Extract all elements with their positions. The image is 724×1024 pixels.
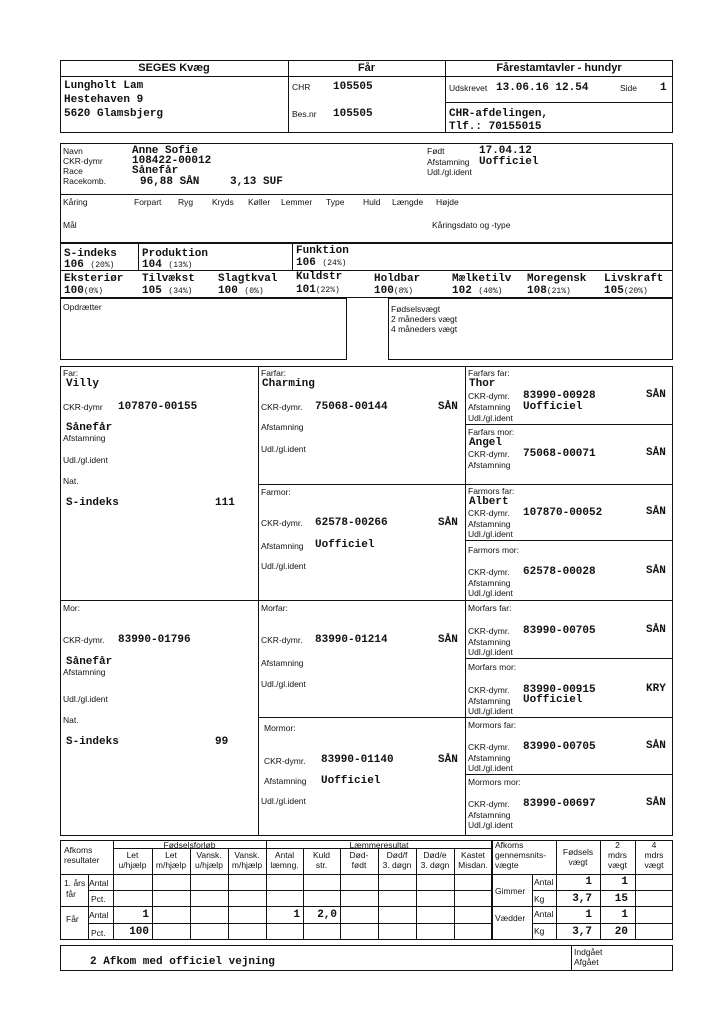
far-nat-label: Nat. <box>63 476 79 486</box>
sindeks-label: S-indeks <box>64 248 117 260</box>
col-let-m: Let m/hjælp <box>155 850 187 870</box>
mor-id-label: CKR-dymr. <box>63 635 105 645</box>
karing-col-forpart: Forpart <box>134 197 162 207</box>
karing-col-type: Type <box>326 197 345 207</box>
farfarsmor-label: Farfars mor: <box>468 427 515 437</box>
racekomb-1: 96,88 SÅN <box>140 176 200 188</box>
index-value-slagtkval: 100 (0%) <box>218 285 264 297</box>
farfarsfar-afst: Uofficiel <box>523 401 583 413</box>
farfarsfar-id: 83990-00928 <box>523 390 596 402</box>
farfar-afst-label: Afstamning <box>261 422 304 432</box>
indgaet-label: Indgået <box>574 947 603 957</box>
mormorsfar-id: 83990-00705 <box>523 741 596 753</box>
mormorsmor-race: SÅN <box>646 797 666 809</box>
udl-label: Udl./gl.ident <box>427 167 472 177</box>
index-value-holdbar: 100(8%) <box>374 285 414 297</box>
mormor-race: SÅN <box>438 754 458 766</box>
farmor-id-label: CKR-dymr. <box>261 518 303 528</box>
mormorsmor-label: Mormors mor: <box>468 777 521 787</box>
karing-date-label: Kåringsdato og -type <box>432 220 511 230</box>
mormorsfar-race: SÅN <box>646 740 666 752</box>
mormorsmor-udl-label: Udl./gl.ident <box>468 820 513 830</box>
weight-4m-label: 4 måneders vægt <box>391 324 458 334</box>
page-label: Side <box>620 83 638 93</box>
farmorsmor-race: SÅN <box>646 565 666 577</box>
mormorsmor-id-label: CKR-dymr. <box>468 799 510 809</box>
index-label-holdbar: Holdbar <box>374 273 421 285</box>
printed-label: Udskrevet <box>449 83 488 93</box>
morfar-udl-label: Udl./gl.ident <box>261 679 306 689</box>
vaedder-antal-2m: 1 <box>621 909 628 921</box>
index-label-livskraft: Livskraft <box>604 273 664 285</box>
karing-col-ryg: Ryg <box>178 197 194 207</box>
morfar-id: 83990-01214 <box>315 634 388 646</box>
karing-col-lemmer: Lemmer <box>281 197 313 207</box>
farfar-label: Farfar: <box>261 368 287 378</box>
mormor-afst: Uofficiel <box>321 775 381 787</box>
mormorsmor-id: 83990-00697 <box>523 798 596 810</box>
afgaet-label: Afgået <box>574 957 599 967</box>
mor-label: Mor: <box>63 603 80 613</box>
index-label-eksterior: Eksteriør <box>64 273 124 285</box>
mor-udl-label: Udl./gl.ident <box>63 694 108 704</box>
farmor-afst: Uofficiel <box>315 539 375 551</box>
karing-col-kryds: Kryds <box>212 197 234 207</box>
mormorsfar-label: Mormors far: <box>468 720 517 730</box>
row-aars-antal: Antal <box>89 878 109 888</box>
col-4m-weight: 4 mdrs vægt <box>644 840 664 870</box>
farfar-udl-label: Udl./gl.ident <box>261 444 306 454</box>
farmorsfar-afst-label: Afstamning <box>468 519 511 529</box>
mormor-id: 83990-01140 <box>321 754 394 766</box>
birth-weight-label: Fødselsvægt <box>391 304 441 314</box>
afstamning-value: Uofficiel <box>479 156 539 168</box>
afstamning-label: Afstamning <box>427 157 470 167</box>
mormorsfar-id-label: CKR-dymr. <box>468 742 510 752</box>
faar-laem-value: 1 <box>293 909 300 921</box>
far-id: 107870-00155 <box>118 401 198 413</box>
dept-line2: Tlf.: 70155015 <box>449 121 542 133</box>
mor-sindeks-label: S-indeks <box>66 736 119 748</box>
index-label-moregensk: Moregensk <box>527 273 587 285</box>
mor-nat-label: Nat. <box>63 715 79 725</box>
vaedder-antal-birth: 1 <box>585 909 592 921</box>
morfarsfar-race: SÅN <box>646 624 666 636</box>
col-let-u: Let u/hjælp <box>118 850 147 870</box>
farmorsmor-label: Farmors mor: <box>468 545 519 555</box>
vaedder-antal-label: Antal <box>534 909 554 919</box>
mormor-label: Mormor: <box>264 723 296 733</box>
farmorsfar-label: Farmors far: <box>468 486 515 496</box>
morfarsmor-afst: Uofficiel <box>523 694 583 706</box>
karing-col-koller: Køller <box>248 197 271 207</box>
mormor-id-label: CKR-dymr. <box>264 756 306 766</box>
morfarsmor-udl-label: Udl./gl.ident <box>468 706 513 716</box>
col-kastet: Kastet Misdan. <box>458 850 488 870</box>
farfar-name: Charming <box>262 378 315 390</box>
farmor-id: 62578-00266 <box>315 517 388 529</box>
morfarsmor-id: 83990-00915 <box>523 684 596 696</box>
vaedder-kg-2m: 20 <box>614 926 628 938</box>
animal-id: 108422-00012 <box>132 155 212 167</box>
farfarsfar-udl-label: Udl./gl.ident <box>468 413 513 423</box>
col-dode: Død/e 3. døgn <box>420 850 450 870</box>
produktion-label: Produktion <box>142 248 209 260</box>
vaedder-label: Vædder <box>495 913 526 923</box>
far-id-label: CKR-dymr <box>63 402 103 412</box>
morfar-label: Morfar: <box>261 603 288 613</box>
farfarsmor-id-label: CKR-dymr. <box>468 449 510 459</box>
breeder-box <box>60 298 347 360</box>
offspring-label-1: Afkoms <box>64 845 93 855</box>
index-value-tilvaekst: 105 (34%) <box>142 285 193 297</box>
karing-col-hojde: Højde <box>436 197 459 207</box>
mal-label: Mål <box>63 220 77 230</box>
mormorsfar-afst-label: Afstamning <box>468 753 511 763</box>
farfar-race: SÅN <box>438 401 458 413</box>
row-aars-1: 1. års <box>64 878 86 888</box>
racekomb-2: 3,13 SUF <box>230 176 283 188</box>
farmorsfar-name: Albert <box>469 496 509 508</box>
farmorsfar-id: 107870-00052 <box>523 507 603 519</box>
dept-line1: CHR-afdelingen, <box>449 108 549 120</box>
karing-col-laengde: Længde <box>392 197 424 207</box>
gimmer-kg-label: Kg <box>534 894 545 904</box>
farfarsfar-label: Farfars far: <box>468 368 510 378</box>
far-afst-label: Afstamning <box>63 433 106 443</box>
col-2m-weight: 2 mdrs vægt <box>608 840 627 870</box>
printed-datetime: 13.06.16 12.54 <box>496 82 589 94</box>
mormorsmor-afst-label: Afstamning <box>468 810 511 820</box>
farmorsmor-afst-label: Afstamning <box>468 578 511 588</box>
index-value-moregensk: 108(21%) <box>527 285 571 297</box>
produktion-value: 104 (13%) <box>142 259 193 271</box>
name-label: Navn <box>63 146 83 156</box>
farmorsmor-id: 62578-00028 <box>523 566 596 578</box>
morfarsmor-afst-label: Afstamning <box>468 696 511 706</box>
far-udl-label: Udl./gl.ident <box>63 455 108 465</box>
farfarsmor-race: SÅN <box>646 447 666 459</box>
farmor-race: SÅN <box>438 517 458 529</box>
col-birth-weight: Fødsels vægt <box>562 847 594 867</box>
besnr-label: Bes.nr <box>292 109 317 119</box>
racekomb-label: Racekomb. <box>63 176 106 186</box>
index-value-eksterior: 100(0%) <box>64 285 104 297</box>
col-vansk-m: Vansk. m/hjælp <box>231 850 263 870</box>
index-label-tilvaekst: Tilvækst <box>142 273 195 285</box>
mormor-udl-label: Udl./gl.ident <box>261 796 306 806</box>
growth-label-2: gennemsnits- <box>495 850 547 860</box>
birth-course-group: Fødselsforløb <box>163 840 216 850</box>
mormorsfar-udl-label: Udl./gl.ident <box>468 763 513 773</box>
col-kuld: Kuld str. <box>312 850 330 870</box>
col-vansk-u: Vansk. u/hjælp <box>195 850 223 870</box>
id-label: CKR-dymr <box>63 156 103 166</box>
index-label-maelketilv: Mælketilv <box>452 273 512 285</box>
weight-2m-label: 2 måneders vægt <box>391 314 458 324</box>
owner-postal: 5620 Glamsbjerg <box>64 108 164 120</box>
race-label: Race <box>63 166 83 176</box>
farmorsmor-udl-label: Udl./gl.ident <box>468 588 513 598</box>
chr-label: CHR <box>292 82 311 92</box>
morfarsfar-id-label: CKR-dymr. <box>468 626 510 636</box>
mormor-afst-label: Afstamning <box>264 776 307 786</box>
far-label: Far: <box>63 368 79 378</box>
offspring-label-2: resultater <box>64 855 100 865</box>
morfarsfar-label: Morfars far: <box>468 603 512 613</box>
born-label: Født <box>427 146 445 156</box>
row-aars-pct: Pct. <box>91 894 106 904</box>
funktion-value: 106 (24%) <box>296 257 347 269</box>
index-value-livskraft: 105(20%) <box>604 285 648 297</box>
gimmer-label: Gimmer <box>495 886 526 896</box>
lamb-result-group: Læmmeresultat <box>349 840 409 850</box>
farfarsfar-race: SÅN <box>646 389 666 401</box>
karing-col-huld: Huld <box>363 197 381 207</box>
growth-label-1: Afkoms <box>495 840 524 850</box>
far-race: Sånefår <box>66 422 113 434</box>
org-name: SEGES Kvæg <box>138 62 210 74</box>
row-aars-2: får <box>66 889 76 899</box>
faar-antal-value: 1 <box>142 909 149 921</box>
faar-pct-value: 100 <box>129 926 149 938</box>
morfar-race: SÅN <box>438 634 458 646</box>
gimmer-antal-label: Antal <box>534 877 554 887</box>
morfar-afst-label: Afstamning <box>261 658 304 668</box>
mor-race: Sånefår <box>66 656 113 668</box>
col-dodfodt: Død- født <box>349 850 369 870</box>
vaedder-kg-label: Kg <box>534 926 545 936</box>
row-faar: Får <box>66 914 79 924</box>
karing-label: Kåring <box>63 197 88 207</box>
farmorsfar-udl-label: Udl./gl.ident <box>468 529 513 539</box>
mor-id: 83990-01796 <box>118 634 191 646</box>
index-value-kuldstr: 101(22%) <box>296 284 340 296</box>
sindeks-value: 106 (20%) <box>64 259 115 271</box>
far-sindeks-value: 111 <box>215 497 235 509</box>
morfarsmor-race: KRY <box>646 683 666 695</box>
gimmer-antal-2m: 1 <box>621 876 628 888</box>
gimmer-kg-birth: 3,7 <box>572 893 592 905</box>
born-date: 17.04.12 <box>479 145 532 157</box>
animal-race: Sånefår <box>132 165 179 177</box>
morfarsfar-afst-label: Afstamning <box>468 637 511 647</box>
growth-label-3: vægte <box>495 860 519 870</box>
farfarsfar-afst-label: Afstamning <box>468 402 511 412</box>
index-value-maelketilv: 102 (40%) <box>452 285 503 297</box>
farfarsmor-id: 75068-00071 <box>523 448 596 460</box>
gimmer-kg-2m: 15 <box>614 893 628 905</box>
far-sindeks-label: S-indeks <box>66 497 119 509</box>
col-antal-laem: Antal læmng. <box>270 850 299 870</box>
farfarsmor-afst-label: Afstamning <box>468 460 511 470</box>
faar-kuld-value: 2,0 <box>317 909 337 921</box>
farmorsfar-race: SÅN <box>646 506 666 518</box>
farfarsfar-name: Thor <box>469 378 496 390</box>
mor-afst-label: Afstamning <box>63 667 106 677</box>
page-number: 1 <box>660 82 667 94</box>
morfarsfar-udl-label: Udl./gl.ident <box>468 647 513 657</box>
farmor-afst-label: Afstamning <box>261 541 304 551</box>
farmorsmor-id-label: CKR-dymr. <box>468 567 510 577</box>
besnr-number: 105505 <box>333 108 373 120</box>
chr-number: 105505 <box>333 81 373 93</box>
funktion-label: Funktion <box>296 245 349 257</box>
index-label-slagtkval: Slagtkval <box>218 273 278 285</box>
mor-sindeks-value: 99 <box>215 736 229 748</box>
index-label-kuldstr: Kuldstr <box>296 271 343 283</box>
farfar-id: 75068-00144 <box>315 401 388 413</box>
farfarsmor-name: Angel <box>469 437 503 449</box>
gimmer-antal-birth: 1 <box>585 876 592 888</box>
owner-name: Lungholt Lam <box>64 80 144 92</box>
farmor-label: Farmor: <box>261 487 291 497</box>
morfarsfar-id: 83990-00705 <box>523 625 596 637</box>
morfarsmor-id-label: CKR-dymr. <box>468 685 510 695</box>
farmor-udl-label: Udl./gl.ident <box>261 561 306 571</box>
farmorsfar-id-label: CKR-dymr. <box>468 508 510 518</box>
farfarsfar-id-label: CKR-dymr. <box>468 391 510 401</box>
far-name: Villy <box>66 378 100 390</box>
owner-address: Hestehaven 9 <box>64 94 144 106</box>
breeder-label: Opdrætter <box>63 302 102 312</box>
document-title: Fårestamtavler - hundyr <box>496 62 622 74</box>
row-faar-pct: Pct. <box>91 928 106 938</box>
col-dodf: Død/f 3. døgn <box>382 850 412 870</box>
animal-name: Anne Sofie <box>132 145 199 157</box>
vaedder-kg-birth: 3,7 <box>572 926 592 938</box>
offspring-note: 2 Afkom med officiel vejning <box>90 956 275 968</box>
row-faar-antal: Antal <box>89 910 109 920</box>
species-title: Får <box>357 62 376 74</box>
morfarsmor-label: Morfars mor: <box>468 662 517 672</box>
farfar-id-label: CKR-dymr. <box>261 402 303 412</box>
morfar-id-label: CKR-dymr. <box>261 635 303 645</box>
